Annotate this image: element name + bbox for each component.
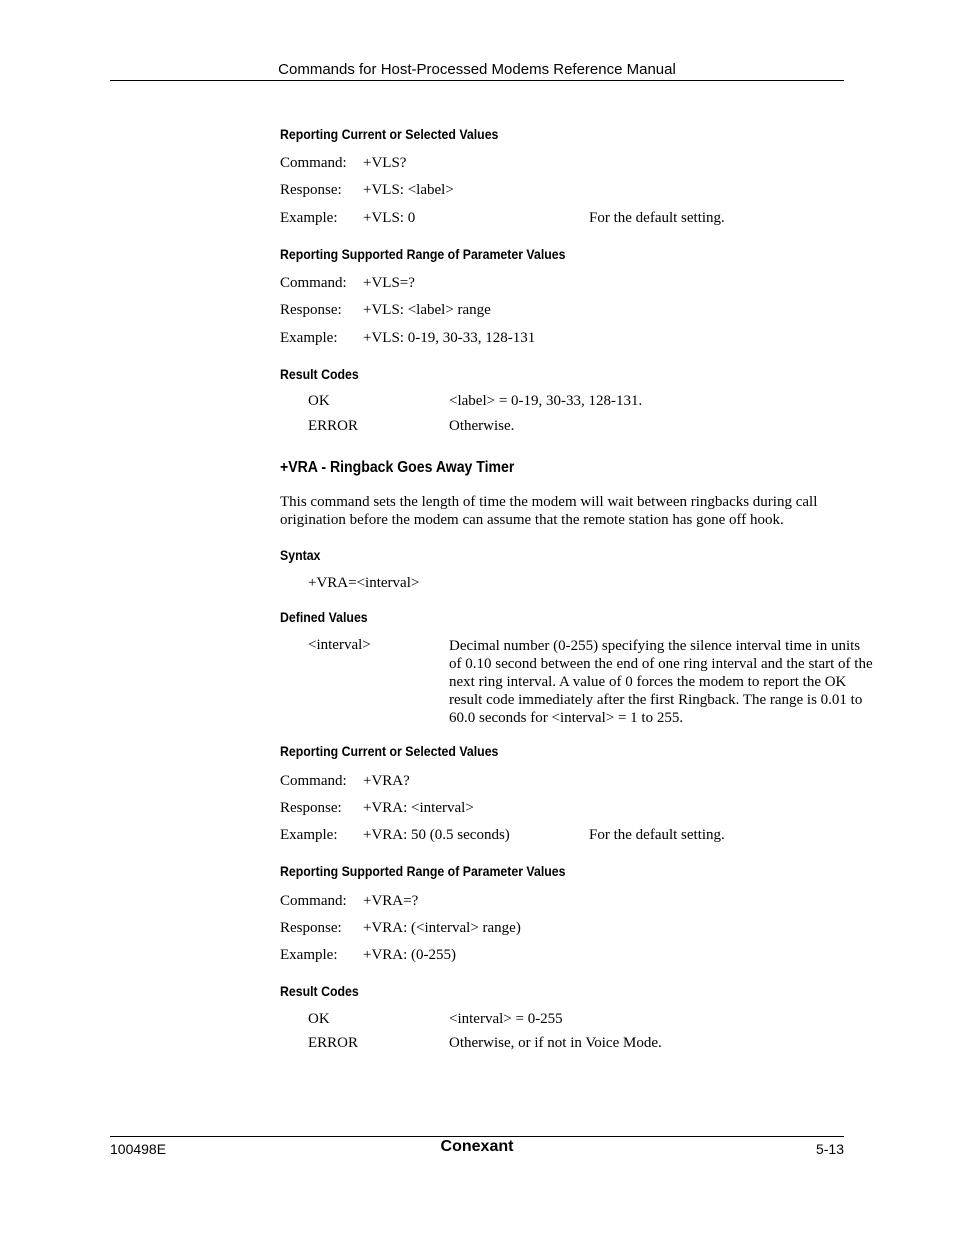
vra-supported-response-value: +VRA: (<interval> range) bbox=[363, 920, 521, 936]
vra-syntax-value: +VRA=<interval> bbox=[308, 575, 420, 591]
vls-result-code-error: ERROR bbox=[308, 418, 359, 434]
vls-current-response-label: Response: bbox=[280, 182, 342, 198]
vls-result-desc-error: Otherwise. bbox=[449, 418, 515, 434]
vra-supported-command-value: +VRA=? bbox=[363, 893, 419, 909]
vls-current-example-label: Example: bbox=[280, 210, 338, 226]
vra-result-code-error: ERROR bbox=[308, 1035, 359, 1051]
vls-supported-command-label: Command: bbox=[280, 275, 347, 291]
vra-syntax-heading: Syntax bbox=[280, 547, 321, 563]
vra-current-heading: Reporting Current or Selected Values bbox=[280, 743, 499, 759]
vra-current-command-value: +VRA? bbox=[363, 773, 410, 789]
vls-current-command-value: +VLS? bbox=[363, 155, 407, 171]
footer-rule bbox=[110, 1136, 844, 1137]
header-rule bbox=[110, 80, 844, 81]
footer-doc-number: 100498E bbox=[110, 1141, 167, 1157]
vra-supported-example-value: +VRA: (0-255) bbox=[363, 947, 457, 963]
vls-supported-command-value: +VLS=? bbox=[363, 275, 415, 291]
vra-supported-heading: Reporting Supported Range of Parameter Values bbox=[280, 863, 566, 879]
vls-current-response-value: +VLS: <label> bbox=[363, 182, 454, 198]
vra-result-desc-error: Otherwise, or if not in Voice Mode. bbox=[449, 1035, 662, 1051]
vls-current-command-label: Command: bbox=[280, 155, 347, 171]
vra-result-codes-heading: Result Codes bbox=[280, 983, 359, 999]
running-header: Commands for Host-Processed Modems Reference Manual bbox=[278, 61, 676, 78]
vra-current-response-value: +VRA: <interval> bbox=[363, 800, 474, 816]
vra-current-example-value: +VRA: 50 (0.5 seconds) bbox=[363, 827, 510, 843]
vra-defined-desc: Decimal number (0-255) specifying the silence interval time in units of 0.10 second between the end of one ring interval and the start of the next ring interval. A value of 0 forces the modem to report the OK result code immediately after the first Ringback. The range is 0.01 to 60.0 seconds for <interval> = 1 to 255. bbox=[449, 638, 873, 726]
vra-description: This command sets the length of time the modem will wait between ringbacks during call origination before the modem can assume that the remote station has gone off hook. bbox=[280, 494, 818, 528]
vra-supported-command-label: Command: bbox=[280, 893, 347, 909]
footer-page-number: 5-13 bbox=[815, 1141, 844, 1157]
footer-company: Conexant bbox=[440, 1138, 514, 1155]
vls-supported-response-label: Response: bbox=[280, 302, 342, 318]
vra-section-title: +VRA - Ringback Goes Away Timer bbox=[280, 459, 515, 476]
vra-defined-param: <interval> bbox=[308, 637, 371, 653]
vra-supported-response-label: Response: bbox=[280, 920, 342, 936]
vls-result-codes-heading: Result Codes bbox=[280, 366, 359, 382]
vls-result-desc-ok: <label> = 0-19, 30-33, 128-131. bbox=[449, 393, 643, 409]
vra-supported-example-label: Example: bbox=[280, 947, 338, 963]
vra-current-response-label: Response: bbox=[280, 800, 342, 816]
vls-supported-example-label: Example: bbox=[280, 330, 338, 346]
vls-current-example-note: For the default setting. bbox=[589, 210, 725, 226]
vls-supported-example-value: +VLS: 0-19, 30-33, 128-131 bbox=[363, 330, 536, 346]
vra-current-example-label: Example: bbox=[280, 827, 338, 843]
vra-result-code-ok: OK bbox=[308, 1011, 330, 1027]
vra-defined-values-heading: Defined Values bbox=[280, 609, 368, 625]
vls-supported-heading: Reporting Supported Range of Parameter Values bbox=[280, 246, 566, 262]
vls-current-heading: Reporting Current or Selected Values bbox=[280, 126, 499, 142]
vls-supported-response-value: +VLS: <label> range bbox=[363, 302, 491, 318]
vls-result-code-ok: OK bbox=[308, 393, 330, 409]
vls-current-example-value: +VLS: 0 bbox=[363, 210, 416, 226]
vra-result-desc-ok: <interval> = 0-255 bbox=[449, 1011, 563, 1027]
vra-current-example-note: For the default setting. bbox=[589, 827, 725, 843]
vra-current-command-label: Command: bbox=[280, 773, 347, 789]
